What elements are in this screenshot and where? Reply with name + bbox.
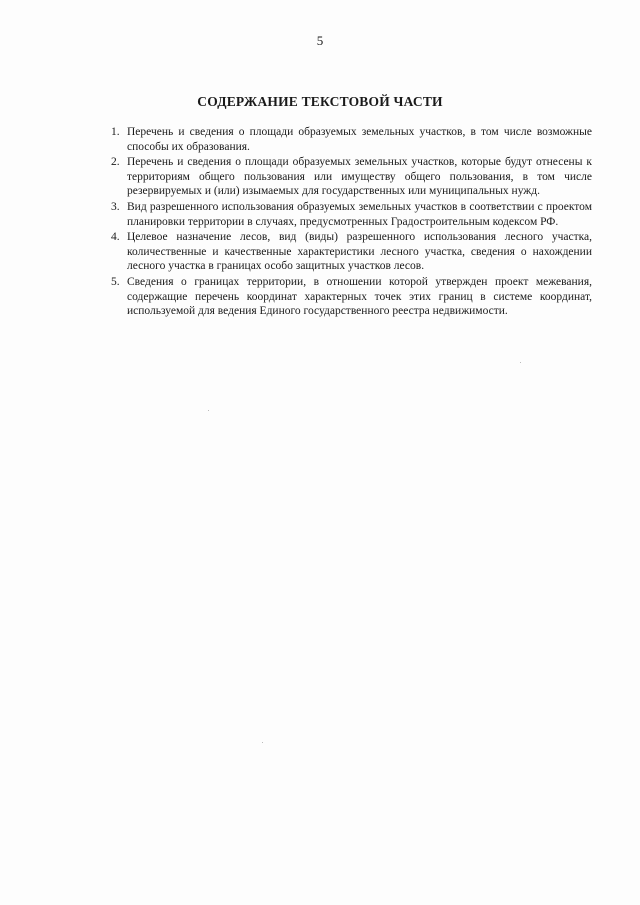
toc-item-number: 2. xyxy=(111,156,120,169)
toc-item-text: Целевое назначение лесов, вид (виды) разрешенного использования лесного участка, количественные и качественные характеристики лесного участка, сведения о нахождении лесного участка в границах особо защитных участков лесов. xyxy=(127,231,592,273)
toc-item-text: Перечень и сведения о площади образуемых земельных участков, которые будут отнесены к территориям общего пользования или имуществу общего пользования, в том числе резервируемых и (или) изымаемых для государственных или муниципальных нужд. xyxy=(127,156,592,198)
table-of-contents xyxy=(108,125,592,320)
toc-item-number: 5. xyxy=(111,275,120,288)
scan-speck xyxy=(208,410,209,411)
toc-item-text: Перечень и сведения о площади образуемых земельных участков, в том числе возможные способы их образования. xyxy=(127,126,592,153)
toc-item-number: 4. xyxy=(111,231,120,244)
toc-item-2 xyxy=(108,155,592,199)
toc-item-3 xyxy=(108,200,592,229)
toc-item-1 xyxy=(108,125,592,154)
section-title: СОДЕРЖАНИЕ ТЕКСТОВОЙ ЧАСТИ xyxy=(197,94,443,109)
toc-item-5 xyxy=(108,275,592,319)
scan-speck xyxy=(262,742,263,743)
toc-item-number: 1. xyxy=(111,126,120,138)
toc-item-text: Сведения о границах территории, в отношении которой утвержден проект межевания, содержащие перечень координат характерных точек этих границ в системе координат, используемой для ведения Единого государственного реестра недвижимости. xyxy=(127,275,592,318)
toc-item-4 xyxy=(108,230,592,274)
page-number: 5 xyxy=(316,33,324,48)
toc-item-text: Вид разрешенного использования образуемых земельных участков в соответствии с проектом планировки территории в случаях, предусмотренных Градостроительным кодексом РФ. xyxy=(127,200,592,228)
toc-item-number: 3. xyxy=(111,200,120,213)
scan-speck xyxy=(520,362,521,363)
